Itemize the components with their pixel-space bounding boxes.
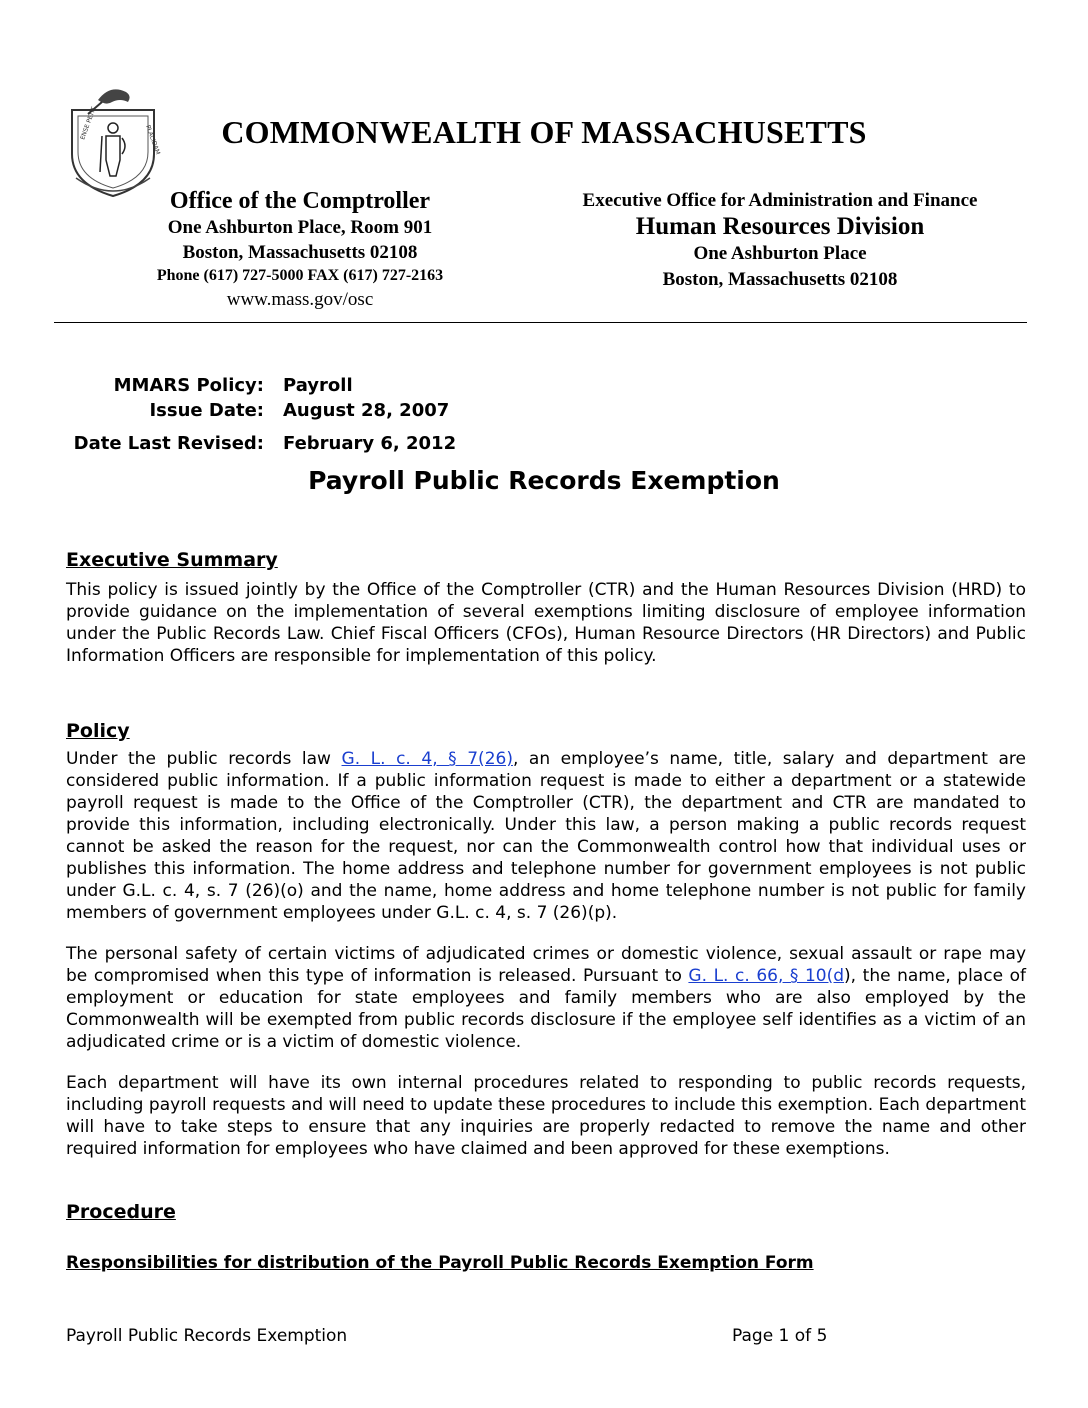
- policy-p1-text-a: Under the public records law: [66, 749, 342, 769]
- document-title: Payroll Public Records Exemption: [308, 466, 780, 495]
- svg-text:PLACIDAM: PLACIDAM: [144, 124, 162, 156]
- comptroller-office-name: Office of the Comptroller: [169, 188, 431, 214]
- policy-p1-text-b: , an employee’s name, title, salary and department are considered public information. If a public information request is made to either a department or a statewide payroll request is made to the Office of the Comptroller (CTR), the department and CTR are mandated to provide this information, including electronically. Under this law, a person making a public records request cannot be asked the reason for the request, nor can the Commonwealth control how that individual uses or publishes this information. The home address and telephone number for government employees is not public under G.L. c. 4, s. 7 (26)(o) and the name, home address and home telephone number is not public for family members of government employees under G.L. c. 4, s. 7 (26)(p).: [66, 749, 1026, 923]
- commonwealth-title: COMMONWEALTH OF MASSACHUSETTS: [221, 114, 867, 150]
- header-divider: [54, 322, 1027, 323]
- policy-heading: Policy: [66, 720, 130, 742]
- comptroller-address-line2: Boston, Massachusetts 02108: [182, 242, 418, 263]
- policy-label: MMARS Policy:: [113, 375, 264, 396]
- issue-date-value: August 28, 2007: [283, 400, 450, 421]
- footer-page-number: Page 1 of 5: [732, 1326, 828, 1346]
- hrd-address-line1: One Ashburton Place: [693, 243, 867, 264]
- comptroller-website: www.mass.gov/osc: [226, 289, 374, 310]
- svg-text:ENSE PETIT: ENSE PETIT: [79, 106, 98, 141]
- policy-value: Payroll: [283, 375, 353, 396]
- issue-date-label: Issue Date:: [149, 400, 264, 421]
- comptroller-address-line1: One Ashburton Place, Room 901: [167, 217, 433, 238]
- hrd-address-line2: Boston, Massachusetts 02108: [662, 269, 898, 290]
- policy-paragraph-1: [66, 748, 1026, 924]
- revised-date-label: Date Last Revised:: [73, 433, 264, 454]
- hrd-division-name: Human Resources Division: [635, 213, 925, 240]
- executive-summary-heading: Executive Summary: [66, 549, 278, 571]
- hrd-address-block: [555, 188, 1005, 293]
- revised-date-value: February 6, 2012: [283, 433, 457, 454]
- policy-paragraph-2: [66, 943, 1026, 1053]
- comptroller-address-block: [125, 188, 475, 313]
- comptroller-phone-fax: Phone (617) 727-5000 FAX (617) 727-2163: [156, 267, 444, 284]
- distribution-responsibilities-subheading: Responsibilities for distribution of the Payroll Public Records Exemption Form: [66, 1253, 814, 1273]
- policy-paragraph-3: Each department will have its own internal procedures related to responding to public records requests, including payroll requests and will need to update these procedures to include this exemption. Each department will have to take steps to ensure that any inquiries are properly redacted to remove the name and other required information for employees who have claimed and been approved for these exemptions.: [66, 1073, 1026, 1159]
- footer-document-name: Payroll Public Records Exemption: [66, 1326, 348, 1346]
- gl-c66-s10d-link[interactable]: G. L. c. 66, § 10(d: [688, 966, 845, 986]
- policy-p2-text-a: The personal safety of certain victims of adjudicated crimes or domestic violence, sexual assault or rape may be compromised when this type of information is released. Pursuant to: [66, 944, 1026, 986]
- procedure-heading: Procedure: [66, 1201, 176, 1223]
- executive-summary-text: This policy is issued jointly by the Office of the Comptroller (CTR) and the Human Resources Division (HRD) to provide guidance on the implementation of several exemptions limiting disclosure of employee information under the Public Records Law. Chief Fiscal Officers (CFOs), Human Resource Directors (HR Directors) and Public Information Officers are responsible for implementation of this policy.: [66, 580, 1026, 666]
- hrd-executive-office: Executive Office for Administration and Finance: [582, 190, 978, 211]
- gl-c4-s7-26-link[interactable]: G. L. c. 4, § 7(26): [341, 749, 513, 769]
- policy-p2-text-b: ), the name, place of employment or education for state employees and family members who are also employed by the Commonwealth will be exempted from public records disclosure if the employee self identifies as a victim of an adjudicated crime or is a victim of domestic violence.: [66, 966, 1026, 1052]
